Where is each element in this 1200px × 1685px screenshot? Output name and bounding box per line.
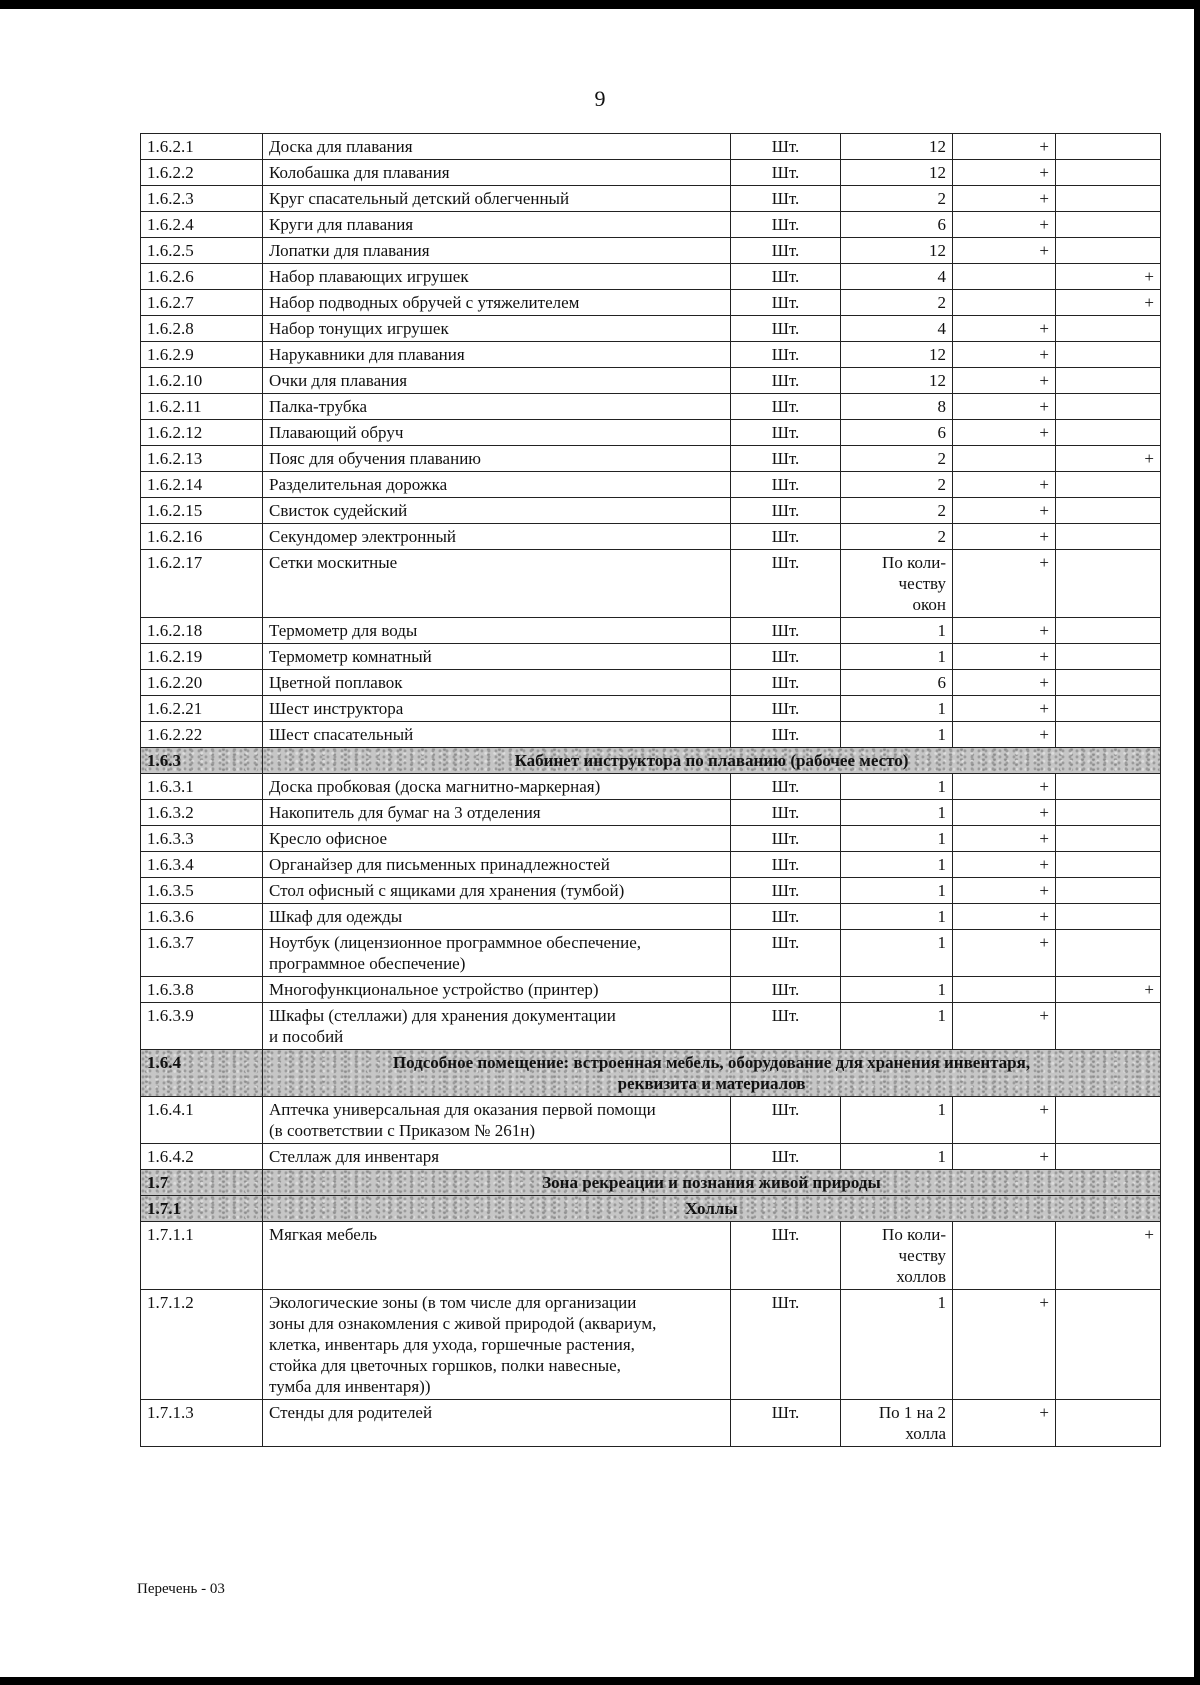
item-mark-recommended: [1056, 316, 1161, 342]
item-quantity: 1: [841, 826, 953, 852]
item-quantity: 2: [841, 498, 953, 524]
item-number: 1.6.4.2: [141, 1144, 263, 1170]
item-name: Свисток судейский: [263, 498, 731, 524]
item-name: Многофункциональное устройство (принтер): [263, 977, 731, 1003]
item-name: Набор подводных обручей с утяжелителем: [263, 290, 731, 316]
item-name: Термометр для воды: [263, 618, 731, 644]
table-row: [141, 420, 1161, 446]
item-unit: Шт.: [731, 394, 841, 420]
item-quantity: 2: [841, 472, 953, 498]
table-row: [141, 238, 1161, 264]
item-unit: Шт.: [731, 1400, 841, 1447]
item-mark-recommended: [1056, 852, 1161, 878]
item-name: Доска пробковая (доска магнитно-маркерная): [263, 774, 731, 800]
item-number: 1.6.3.3: [141, 826, 263, 852]
item-quantity: 1: [841, 1097, 953, 1144]
item-mark-recommended: [1056, 1290, 1161, 1400]
item-number: 1.6.4.1: [141, 1097, 263, 1144]
item-name: Мягкая мебель: [263, 1222, 731, 1290]
table-row: [141, 368, 1161, 394]
table-row: [141, 774, 1161, 800]
table-row: [141, 290, 1161, 316]
item-mark-required: +: [953, 644, 1056, 670]
table-row: [141, 550, 1161, 618]
item-mark-required: [953, 290, 1056, 316]
item-mark-required: +: [953, 394, 1056, 420]
item-mark-required: [953, 977, 1056, 1003]
item-quantity: 1: [841, 852, 953, 878]
item-name: Набор тонущих игрушек: [263, 316, 731, 342]
item-mark-required: +: [953, 1144, 1056, 1170]
item-mark-recommended: [1056, 696, 1161, 722]
item-unit: Шт.: [731, 160, 841, 186]
item-name: Шкафы (стеллажи) для хранения документации и пособий: [263, 1003, 731, 1050]
item-mark-required: +: [953, 420, 1056, 446]
item-quantity: 1: [841, 977, 953, 1003]
item-mark-recommended: [1056, 550, 1161, 618]
item-unit: Шт.: [731, 722, 841, 748]
item-mark-recommended: [1056, 904, 1161, 930]
item-mark-required: +: [953, 316, 1056, 342]
item-mark-required: +: [953, 368, 1056, 394]
item-number: 1.6.2.12: [141, 420, 263, 446]
item-mark-required: +: [953, 186, 1056, 212]
item-mark-recommended: [1056, 1097, 1161, 1144]
item-number: 1.6.2.9: [141, 342, 263, 368]
table-row: [141, 930, 1161, 977]
item-mark-recommended: [1056, 1144, 1161, 1170]
item-number: 1.6.3.2: [141, 800, 263, 826]
item-mark-recommended: +: [1056, 1222, 1161, 1290]
item-unit: Шт.: [731, 524, 841, 550]
item-number: 1.6.2.16: [141, 524, 263, 550]
item-number: 1.6.3.5: [141, 878, 263, 904]
item-quantity: 4: [841, 316, 953, 342]
item-unit: Шт.: [731, 368, 841, 394]
item-mark-required: +: [953, 618, 1056, 644]
item-unit: Шт.: [731, 696, 841, 722]
item-name: Стеллаж для инвентаря: [263, 1144, 731, 1170]
table-row: [141, 878, 1161, 904]
item-name: Стол офисный с ящиками для хранения (тумбой): [263, 878, 731, 904]
table-row: [141, 644, 1161, 670]
item-quantity: 1: [841, 1290, 953, 1400]
item-mark-recommended: [1056, 800, 1161, 826]
item-unit: Шт.: [731, 420, 841, 446]
item-mark-recommended: +: [1056, 977, 1161, 1003]
section-row: [141, 748, 1161, 774]
table-row: [141, 342, 1161, 368]
item-mark-required: +: [953, 930, 1056, 977]
table-row: [141, 472, 1161, 498]
item-unit: Шт.: [731, 290, 841, 316]
item-quantity: 1: [841, 774, 953, 800]
section-title: Кабинет инструктора по плаванию (рабочее место): [263, 748, 1161, 774]
item-number: 1.6.2.5: [141, 238, 263, 264]
item-name: Шест инструктора: [263, 696, 731, 722]
item-mark-recommended: [1056, 394, 1161, 420]
item-number: 1.6.3.7: [141, 930, 263, 977]
table-row: [141, 722, 1161, 748]
item-name: Секундомер электронный: [263, 524, 731, 550]
item-number: 1.6.2.19: [141, 644, 263, 670]
item-name: Аптечка универсальная для оказания первой помощи (в соответствии с Приказом № 261н): [263, 1097, 731, 1144]
item-number: 1.6.2.2: [141, 160, 263, 186]
item-mark-required: +: [953, 498, 1056, 524]
item-mark-recommended: [1056, 472, 1161, 498]
table-row: [141, 498, 1161, 524]
item-name: Шкаф для одежды: [263, 904, 731, 930]
item-quantity: 1: [841, 1144, 953, 1170]
item-number: 1.6.2.20: [141, 670, 263, 696]
item-mark-required: +: [953, 670, 1056, 696]
item-unit: Шт.: [731, 472, 841, 498]
table-row: [141, 852, 1161, 878]
item-quantity: 1: [841, 878, 953, 904]
item-unit: Шт.: [731, 977, 841, 1003]
table-row: [141, 618, 1161, 644]
item-mark-recommended: [1056, 498, 1161, 524]
item-name: Цветной поплавок: [263, 670, 731, 696]
section-title: Зона рекреации и познания живой природы: [263, 1170, 1161, 1196]
section-number: 1.6.4: [141, 1050, 263, 1097]
item-name: Палка-трубка: [263, 394, 731, 420]
item-mark-recommended: +: [1056, 446, 1161, 472]
section-title: Подсобное помещение: встроенная мебель, оборудование для хранения инвентаря, реквизита и материалов: [263, 1050, 1161, 1097]
item-number: 1.6.2.11: [141, 394, 263, 420]
item-name: Набор плавающих игрушек: [263, 264, 731, 290]
item-mark-recommended: [1056, 826, 1161, 852]
item-mark-required: +: [953, 212, 1056, 238]
item-mark-required: +: [953, 774, 1056, 800]
item-mark-recommended: +: [1056, 290, 1161, 316]
item-unit: Шт.: [731, 264, 841, 290]
item-unit: Шт.: [731, 134, 841, 160]
item-number: 1.6.2.14: [141, 472, 263, 498]
item-mark-required: [953, 1222, 1056, 1290]
item-number: 1.6.2.6: [141, 264, 263, 290]
item-mark-recommended: [1056, 134, 1161, 160]
item-unit: Шт.: [731, 1003, 841, 1050]
item-quantity: 2: [841, 186, 953, 212]
table-row: [141, 904, 1161, 930]
item-name: Плавающий обруч: [263, 420, 731, 446]
item-mark-required: +: [953, 134, 1056, 160]
item-quantity: 1: [841, 800, 953, 826]
item-name: Ноутбук (лицензионное программное обеспечение, программное обеспечение): [263, 930, 731, 977]
item-number: 1.6.3.8: [141, 977, 263, 1003]
item-mark-required: +: [953, 722, 1056, 748]
item-number: 1.6.2.7: [141, 290, 263, 316]
table-row: [141, 186, 1161, 212]
item-mark-recommended: [1056, 212, 1161, 238]
item-quantity: 1: [841, 904, 953, 930]
item-mark-recommended: [1056, 524, 1161, 550]
item-name: Сетки москитные: [263, 550, 731, 618]
item-unit: Шт.: [731, 852, 841, 878]
table-row: [141, 1400, 1161, 1447]
item-number: 1.6.2.10: [141, 368, 263, 394]
item-mark-required: +: [953, 342, 1056, 368]
item-number: 1.7.1.3: [141, 1400, 263, 1447]
item-unit: Шт.: [731, 1222, 841, 1290]
item-name: Разделительная дорожка: [263, 472, 731, 498]
section-row: [141, 1050, 1161, 1097]
item-number: 1.6.2.22: [141, 722, 263, 748]
item-mark-required: +: [953, 524, 1056, 550]
section-number: 1.6.3: [141, 748, 263, 774]
item-quantity: 12: [841, 238, 953, 264]
section-row: [141, 1196, 1161, 1222]
table-row: [141, 1222, 1161, 1290]
item-quantity: 4: [841, 264, 953, 290]
item-name: Нарукавники для плавания: [263, 342, 731, 368]
section-row: [141, 1170, 1161, 1196]
item-mark-required: +: [953, 160, 1056, 186]
item-number: 1.6.3.4: [141, 852, 263, 878]
item-quantity: 6: [841, 212, 953, 238]
item-number: 1.6.2.1: [141, 134, 263, 160]
item-mark-required: [953, 264, 1056, 290]
item-mark-required: +: [953, 696, 1056, 722]
item-mark-recommended: [1056, 1400, 1161, 1447]
table-row: [141, 446, 1161, 472]
item-quantity: 6: [841, 670, 953, 696]
item-quantity: 12: [841, 368, 953, 394]
item-mark-recommended: [1056, 160, 1161, 186]
item-mark-required: +: [953, 852, 1056, 878]
scan-edge-right: [1194, 0, 1200, 1685]
item-mark-required: +: [953, 1400, 1056, 1447]
item-name: Колобашка для плавания: [263, 160, 731, 186]
table-row: [141, 1003, 1161, 1050]
item-mark-recommended: [1056, 368, 1161, 394]
item-name: Термометр комнатный: [263, 644, 731, 670]
item-number: 1.6.2.4: [141, 212, 263, 238]
item-mark-recommended: [1056, 1003, 1161, 1050]
item-number: 1.6.2.17: [141, 550, 263, 618]
table-row: [141, 524, 1161, 550]
item-name: Кресло офисное: [263, 826, 731, 852]
item-mark-required: +: [953, 550, 1056, 618]
item-name: Органайзер для письменных принадлежностей: [263, 852, 731, 878]
item-unit: Шт.: [731, 774, 841, 800]
item-name: Шест спасательный: [263, 722, 731, 748]
item-number: 1.7.1.2: [141, 1290, 263, 1400]
item-unit: Шт.: [731, 800, 841, 826]
item-mark-recommended: [1056, 618, 1161, 644]
item-mark-recommended: [1056, 878, 1161, 904]
item-mark-recommended: [1056, 238, 1161, 264]
table-row: [141, 1290, 1161, 1400]
item-mark-required: +: [953, 800, 1056, 826]
item-unit: Шт.: [731, 1144, 841, 1170]
item-unit: Шт.: [731, 670, 841, 696]
item-unit: Шт.: [731, 826, 841, 852]
item-mark-recommended: [1056, 670, 1161, 696]
item-mark-required: +: [953, 878, 1056, 904]
table-row: [141, 826, 1161, 852]
item-name: Накопитель для бумаг на 3 отделения: [263, 800, 731, 826]
item-mark-required: +: [953, 1290, 1056, 1400]
item-mark-recommended: [1056, 774, 1161, 800]
item-unit: Шт.: [731, 316, 841, 342]
item-unit: Шт.: [731, 644, 841, 670]
table-row: [141, 1097, 1161, 1144]
item-number: 1.6.2.3: [141, 186, 263, 212]
item-name: Экологические зоны (в том числе для организации зоны для ознакомления с живой природой (аквариум, клетка, инвентарь для ухода, горшечные растения, стойка для цветочных горшков, полки навесные, тумба для инвентаря)): [263, 1290, 731, 1400]
item-number: 1.6.2.21: [141, 696, 263, 722]
table-row: [141, 264, 1161, 290]
item-mark-recommended: +: [1056, 264, 1161, 290]
item-name: Круги для плавания: [263, 212, 731, 238]
table-row: [141, 160, 1161, 186]
item-number: 1.6.3.9: [141, 1003, 263, 1050]
item-mark-required: +: [953, 1003, 1056, 1050]
item-unit: Шт.: [731, 186, 841, 212]
item-unit: Шт.: [731, 238, 841, 264]
item-mark-required: [953, 446, 1056, 472]
item-name: Очки для плавания: [263, 368, 731, 394]
table-row: [141, 977, 1161, 1003]
item-mark-required: +: [953, 826, 1056, 852]
item-number: 1.6.2.18: [141, 618, 263, 644]
item-quantity: 6: [841, 420, 953, 446]
item-unit: Шт.: [731, 1097, 841, 1144]
item-mark-required: +: [953, 238, 1056, 264]
item-quantity: 8: [841, 394, 953, 420]
scan-edge-top: [0, 0, 1200, 9]
item-name: Доска для плавания: [263, 134, 731, 160]
item-quantity: 1: [841, 618, 953, 644]
item-unit: Шт.: [731, 930, 841, 977]
item-number: 1.6.3.1: [141, 774, 263, 800]
table-row: [141, 316, 1161, 342]
item-unit: Шт.: [731, 342, 841, 368]
item-mark-recommended: [1056, 342, 1161, 368]
table-row: [141, 670, 1161, 696]
item-mark-recommended: [1056, 186, 1161, 212]
item-quantity: 12: [841, 342, 953, 368]
item-number: 1.6.2.8: [141, 316, 263, 342]
scan-edge-bottom: [0, 1677, 1200, 1685]
item-quantity: 2: [841, 446, 953, 472]
item-mark-recommended: [1056, 644, 1161, 670]
item-quantity: 2: [841, 524, 953, 550]
page-footer: Перечень - 03: [137, 1581, 225, 1597]
section-title: Холлы: [263, 1196, 1161, 1222]
page-number: 9: [594, 86, 606, 111]
item-unit: Шт.: [731, 878, 841, 904]
item-unit: Шт.: [731, 212, 841, 238]
table-row: [141, 134, 1161, 160]
equipment-table-body: [141, 134, 1161, 1447]
item-unit: Шт.: [731, 1290, 841, 1400]
item-mark-required: +: [953, 904, 1056, 930]
item-mark-required: +: [953, 472, 1056, 498]
item-quantity: 12: [841, 134, 953, 160]
item-mark-recommended: [1056, 420, 1161, 446]
table-row: [141, 394, 1161, 420]
item-mark-required: +: [953, 1097, 1056, 1144]
item-name: Круг спасательный детский облегченный: [263, 186, 731, 212]
item-number: 1.6.3.6: [141, 904, 263, 930]
item-name: Стенды для родителей: [263, 1400, 731, 1447]
table-row: [141, 212, 1161, 238]
item-mark-recommended: [1056, 930, 1161, 977]
item-number: 1.7.1.1: [141, 1222, 263, 1290]
table-row: [141, 1144, 1161, 1170]
equipment-table: [140, 133, 1161, 1447]
item-quantity: 1: [841, 644, 953, 670]
item-unit: Шт.: [731, 446, 841, 472]
item-quantity: 12: [841, 160, 953, 186]
item-name: Лопатки для плавания: [263, 238, 731, 264]
item-name: Пояс для обучения плаванию: [263, 446, 731, 472]
item-number: 1.6.2.15: [141, 498, 263, 524]
item-quantity: 2: [841, 290, 953, 316]
item-mark-recommended: [1056, 722, 1161, 748]
item-quantity: 1: [841, 722, 953, 748]
section-number: 1.7.1: [141, 1196, 263, 1222]
item-quantity: 1: [841, 696, 953, 722]
item-quantity: 1: [841, 930, 953, 977]
item-number: 1.6.2.13: [141, 446, 263, 472]
item-unit: Шт.: [731, 550, 841, 618]
item-unit: Шт.: [731, 618, 841, 644]
item-unit: Шт.: [731, 904, 841, 930]
item-quantity: По коли- честву холлов: [841, 1222, 953, 1290]
item-quantity: По коли- честву окон: [841, 550, 953, 618]
table-row: [141, 800, 1161, 826]
item-quantity: 1: [841, 1003, 953, 1050]
item-quantity: По 1 на 2 холла: [841, 1400, 953, 1447]
section-number: 1.7: [141, 1170, 263, 1196]
item-unit: Шт.: [731, 498, 841, 524]
table-row: [141, 696, 1161, 722]
